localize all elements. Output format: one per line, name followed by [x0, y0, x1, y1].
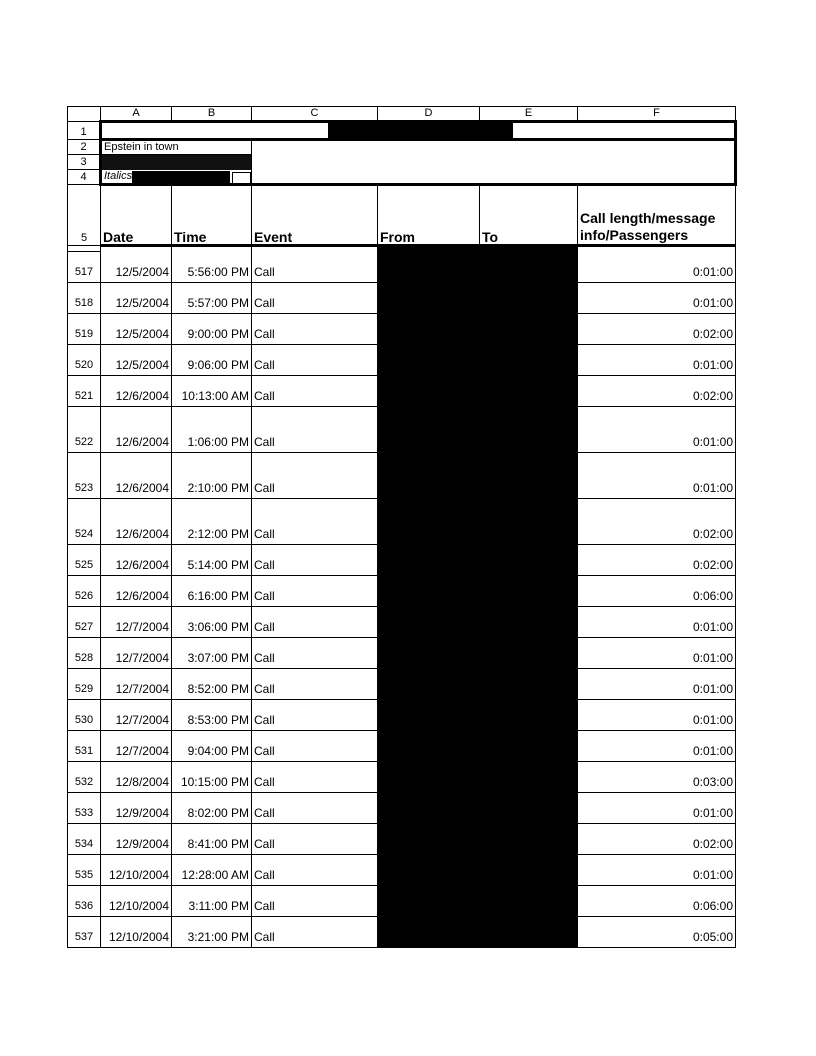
column-header-d: D [378, 107, 480, 122]
cell-date: 12/7/2004 [101, 638, 172, 669]
row-number: 522 [68, 407, 101, 453]
cell-time: 9:00:00 PM [172, 314, 252, 345]
cell-event: Call [252, 345, 378, 376]
row-number: 518 [68, 283, 101, 314]
cell-date: 12/6/2004 [101, 453, 172, 499]
cell-call-length: 0:01:00 [578, 638, 736, 669]
table-row [68, 545, 736, 576]
cell-event: Call [252, 499, 378, 545]
header-to: To [480, 185, 578, 246]
cell-event: Call [252, 576, 378, 607]
table-row [68, 886, 736, 917]
table-row [68, 824, 736, 855]
redaction-from-to [378, 407, 578, 453]
cell-event: Call [252, 762, 378, 793]
row-number: 536 [68, 886, 101, 917]
cell-date: 12/9/2004 [101, 793, 172, 824]
cell-time: 10:15:00 PM [172, 762, 252, 793]
cell-date: 12/5/2004 [101, 345, 172, 376]
cell-date: 12/6/2004 [101, 576, 172, 607]
cell-time: 5:57:00 PM [172, 283, 252, 314]
cell-call-length: 0:02:00 [578, 314, 736, 345]
redaction-from-to [378, 793, 578, 824]
cell-date: 12/7/2004 [101, 731, 172, 762]
redaction-from-to [378, 499, 578, 545]
redaction-from-to [378, 886, 578, 917]
cell-call-length: 0:01:00 [578, 252, 736, 283]
cell-time: 5:14:00 PM [172, 545, 252, 576]
header-call-length [578, 185, 736, 246]
cell-event: Call [252, 545, 378, 576]
cell-event: Call [252, 376, 378, 407]
cell-time: 5:56:00 PM [172, 252, 252, 283]
column-header-row [68, 107, 736, 122]
table-row [68, 669, 736, 700]
cell-event: Call [252, 607, 378, 638]
cell-call-length: 0:06:00 [578, 886, 736, 917]
cell-event: Call [252, 855, 378, 886]
redaction-from-to [378, 917, 578, 948]
cell-time: 3:11:00 PM [172, 886, 252, 917]
cell-time: 8:52:00 PM [172, 669, 252, 700]
redaction-from-to [378, 345, 578, 376]
cell-date: 12/7/2004 [101, 700, 172, 731]
cell-date: 12/6/2004 [101, 376, 172, 407]
legend-cell-blank [101, 122, 378, 140]
cell-call-length: 0:02:00 [578, 824, 736, 855]
cell-time: 3:06:00 PM [172, 607, 252, 638]
cell-date: 12/10/2004 [101, 917, 172, 948]
redaction-from-to [378, 638, 578, 669]
cell-date: 12/7/2004 [101, 607, 172, 638]
row-number: 531 [68, 731, 101, 762]
cell-event: Call [252, 793, 378, 824]
table-row [68, 283, 736, 314]
cell-event: Call [252, 669, 378, 700]
cell-event: Call [252, 314, 378, 345]
legend-row-1 [68, 122, 736, 140]
header-row [68, 185, 736, 246]
header-from: From [378, 185, 480, 246]
cell-call-length: 0:02:00 [578, 545, 736, 576]
cell-time: 9:04:00 PM [172, 731, 252, 762]
cell-call-length: 0:01:00 [578, 607, 736, 638]
corner-cell [68, 107, 101, 122]
cell-date: 12/5/2004 [101, 283, 172, 314]
row-number: 525 [68, 545, 101, 576]
cell-date: 12/5/2004 [101, 314, 172, 345]
table-row [68, 252, 736, 283]
cell-event: Call [252, 252, 378, 283]
table-row [68, 453, 736, 499]
table-row [68, 855, 736, 886]
legend-italics-label: Italics [104, 170, 133, 182]
row-number: 524 [68, 499, 101, 545]
header-date: Date [101, 185, 172, 246]
row-number: 533 [68, 793, 101, 824]
spreadsheet-page [67, 106, 735, 948]
column-header-e: E [480, 107, 578, 122]
cell-call-length: 0:02:00 [578, 499, 736, 545]
cell-event: Call [252, 453, 378, 499]
cell-event: Call [252, 886, 378, 917]
table-row [68, 407, 736, 453]
cell-date: 12/9/2004 [101, 824, 172, 855]
legend-epstein-in-town: Epstein in town [101, 140, 252, 155]
cell-date: 12/6/2004 [101, 499, 172, 545]
column-header-f: F [578, 107, 736, 122]
redaction-from-to [378, 607, 578, 638]
cell-call-length: 0:01:00 [578, 283, 736, 314]
table-row [68, 376, 736, 407]
table-row [68, 700, 736, 731]
cell-call-length: 0:01:00 [578, 855, 736, 886]
row-number: 519 [68, 314, 101, 345]
table-row [68, 314, 736, 345]
cell-date: 12/10/2004 [101, 886, 172, 917]
cell-call-length: 0:06:00 [578, 576, 736, 607]
cell-event: Call [252, 407, 378, 453]
cell-time: 6:16:00 PM [172, 576, 252, 607]
redaction-from-to [378, 453, 578, 499]
cell-date: 12/6/2004 [101, 407, 172, 453]
legend-italics [101, 170, 252, 185]
legend-row-2 [68, 140, 736, 155]
cell-call-length: 0:01:00 [578, 669, 736, 700]
cell-call-length: 0:01:00 [578, 793, 736, 824]
row-number: 527 [68, 607, 101, 638]
redaction-from-to [378, 545, 578, 576]
header-event: Event [252, 185, 378, 246]
redaction-from-to [378, 824, 578, 855]
cell-call-length: 0:01:00 [578, 407, 736, 453]
cell-call-length: 0:03:00 [578, 762, 736, 793]
cell-time: 2:10:00 PM [172, 453, 252, 499]
redaction-from-to [378, 855, 578, 886]
cell-event: Call [252, 283, 378, 314]
cell-time: 8:02:00 PM [172, 793, 252, 824]
row-number: 517 [68, 252, 101, 283]
table-row [68, 731, 736, 762]
cell-time: 2:12:00 PM [172, 499, 252, 545]
cell-call-length: 0:05:00 [578, 917, 736, 948]
legend-cell-end [578, 122, 736, 140]
row-number: 521 [68, 376, 101, 407]
row-number: 526 [68, 576, 101, 607]
cell-event: Call [252, 638, 378, 669]
call-log-table [67, 106, 737, 948]
table-row [68, 917, 736, 948]
redaction-from-to [378, 314, 578, 345]
cell-time: 8:41:00 PM [172, 824, 252, 855]
table-row [68, 345, 736, 376]
redaction-from-to [378, 283, 578, 314]
row-number: 534 [68, 824, 101, 855]
cell-call-length: 0:01:00 [578, 345, 736, 376]
cell-call-length: 0:01:00 [578, 453, 736, 499]
cell-time: 1:06:00 PM [172, 407, 252, 453]
table-row [68, 762, 736, 793]
row-number: 5 [68, 185, 101, 246]
row-number: 523 [68, 453, 101, 499]
redaction-from-to [378, 731, 578, 762]
table-row [68, 499, 736, 545]
cell-date: 12/8/2004 [101, 762, 172, 793]
legend-white-box [232, 172, 251, 184]
legend-blank-area [252, 140, 736, 185]
cell-call-length: 0:02:00 [578, 376, 736, 407]
redaction-from-to [378, 762, 578, 793]
row-number: 4 [68, 170, 101, 185]
row-number: 530 [68, 700, 101, 731]
row-number: 537 [68, 917, 101, 948]
table-row [68, 576, 736, 607]
cell-time: 12:28:00 AM [172, 855, 252, 886]
cell-time: 9:06:00 PM [172, 345, 252, 376]
cell-date: 12/6/2004 [101, 545, 172, 576]
legend-cell-redacted [378, 122, 578, 140]
cell-time: 3:21:00 PM [172, 917, 252, 948]
row-number: 529 [68, 669, 101, 700]
table-row [68, 638, 736, 669]
cell-date: 12/10/2004 [101, 855, 172, 886]
redaction-block [378, 122, 513, 140]
cell-date: 12/5/2004 [101, 252, 172, 283]
legend-redacted-text [101, 155, 252, 170]
cell-call-length: 0:01:00 [578, 700, 736, 731]
cell-date: 12/7/2004 [101, 669, 172, 700]
redaction-from-to [378, 576, 578, 607]
row-number: 535 [68, 855, 101, 886]
row-number: 2 [68, 140, 101, 155]
cell-time: 8:53:00 PM [172, 700, 252, 731]
row-number: 528 [68, 638, 101, 669]
redaction-from-to [378, 376, 578, 407]
table-row [68, 793, 736, 824]
row-number: 532 [68, 762, 101, 793]
table-row [68, 607, 736, 638]
redaction-from-to [378, 700, 578, 731]
column-header-c: C [252, 107, 378, 122]
cell-event: Call [252, 917, 378, 948]
cell-event: Call [252, 731, 378, 762]
header-call-length-text: Call length/message info/Passengers [580, 210, 716, 243]
redaction-block [328, 122, 378, 140]
cell-time: 10:13:00 AM [172, 376, 252, 407]
row-number: 3 [68, 155, 101, 170]
column-header-b: B [172, 107, 252, 122]
row-number: 1 [68, 122, 101, 140]
column-header-a: A [101, 107, 172, 122]
cell-event: Call [252, 700, 378, 731]
header-time: Time [172, 185, 252, 246]
cell-event: Call [252, 824, 378, 855]
redaction-block [132, 171, 230, 183]
redaction-from-to [378, 669, 578, 700]
cell-time: 3:07:00 PM [172, 638, 252, 669]
redaction-from-to [378, 252, 578, 283]
cell-call-length: 0:01:00 [578, 731, 736, 762]
row-number: 520 [68, 345, 101, 376]
